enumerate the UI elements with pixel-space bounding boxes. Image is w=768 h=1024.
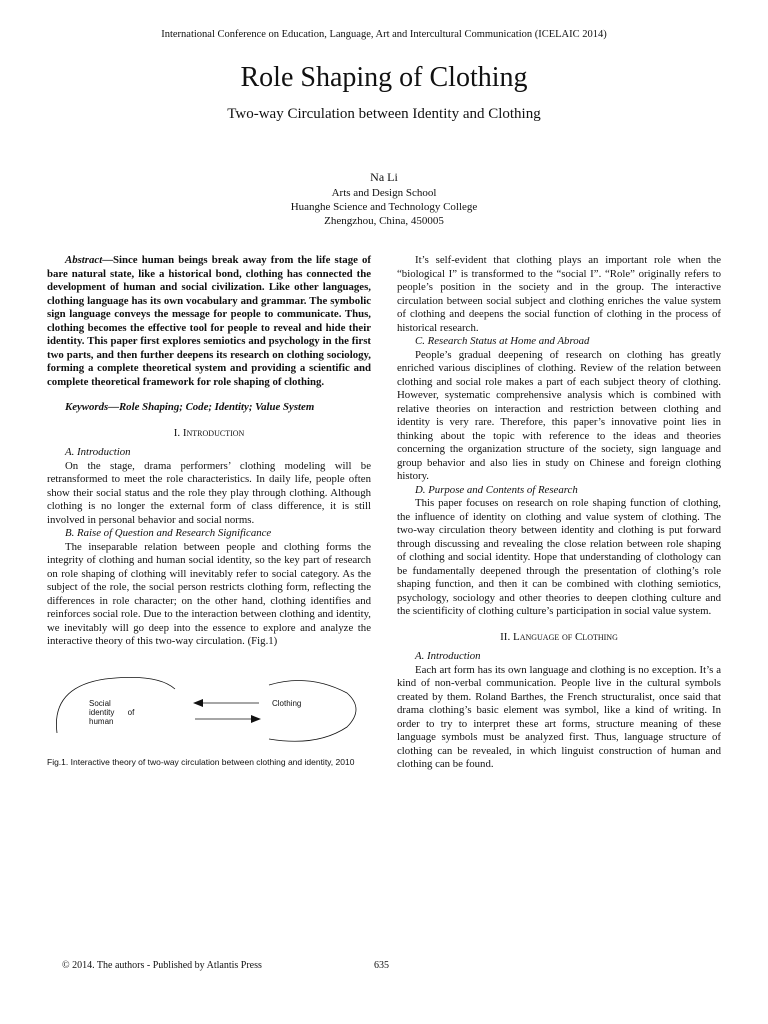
keywords: Keywords—Role Shaping; Code; Identity; Value System <box>65 401 315 413</box>
right-ellipse-arc <box>269 680 356 741</box>
figure-label-identity <box>89 699 159 726</box>
affiliation-line: Huanghe Science and Technology College <box>290 201 478 213</box>
conference-header: International Conference on Education, Language, Art and Intercultural Communication (ICELAIC 2014) <box>161 29 607 40</box>
figure-label-line: Social <box>89 698 111 708</box>
abstract-text: —Since human beings break away from the life stage of bare natural state, like a historical bond, clothing has connected the development of human and social civilization. Like other languages, clothing language has its own vocabulary and grammar. The symbolic sign language conveys the message for people to communicate. Thus, clothing becomes the effective tool for people to reveal and hide their identity. This paper first explores semiotics and psychology in the first two parts, and then further deepens its research on clothing sociology, forming a complete theoretical system and providing a scientific and complete theoretical framework for role shaping of clothing. <box>47 254 371 388</box>
paragraph: It’s self-evident that clothing plays an important role when the “biological I” is transformed to the “social I”. “Role” originally refers to people’s position in the society and in the group. The interactive circulation between social subject and clothing enriches the value system of clothing and deepens the social function of clothing in the process of historical research. <box>397 254 721 334</box>
subsection-heading: D. Purpose and Contents of Research <box>415 483 578 496</box>
affiliation-line: Arts and Design School <box>331 187 437 199</box>
section-title: Language of Clothing <box>512 630 618 643</box>
paper-title: Role Shaping of Clothing <box>240 62 528 93</box>
right-column <box>397 254 721 772</box>
paragraph: This paper focuses on research on role shaping function of clothing, the influence of identity on clothing and value system of clothing. The two-way circulation theory between identity and clothing is put forward through discussing and revealing the close relation between role shaping of clothing and social identity. Hope that understanding of clothology can be fundamentally deepened through the presentation of clothing’s role shaping function, and then it can be combined with clothing semiotics, psychology, sociology and other theories to deepen clothing culture and the scientificity of clothing culture’s participation in social value system. <box>397 497 721 617</box>
arrow-left-head <box>193 699 203 707</box>
left-column <box>47 254 371 767</box>
subsection-heading: A. Introduction <box>65 446 131 458</box>
figure-caption: Fig.1. Interactive theory of two-way circulation between clothing and identity, 2010 <box>47 756 355 767</box>
abstract <box>47 254 371 389</box>
paper-subtitle: Two-way Circulation between Identity and Clothing <box>227 106 541 122</box>
section-heading-2 <box>397 631 721 645</box>
affiliation <box>0 186 768 228</box>
paragraph: On the stage, drama performers’ clothing modeling will be retransformed to meet the role characteristics. In daily life, people often show their social status and the role they play through clothing. Although clothing is no longer the external form of class difference, it is still involved in personal behavior and social norms. <box>47 459 371 526</box>
subsection-heading: B. Raise of Question and Research Significance <box>65 527 272 539</box>
figure-label-line: identity of <box>89 707 135 717</box>
page-number: 635 <box>374 960 389 971</box>
figure-1 <box>47 659 371 757</box>
subsection-heading: C. Research Status at Home and Abroad <box>415 335 590 347</box>
footer-copyright: © 2014. The authors - Published by Atlantis Press <box>62 960 262 971</box>
paragraph: The inseparable relation between people and clothing forms the integrity of clothing and human social identity, so the key part of research on role shaping of clothing will inevitably refer to social category. As the subject of the role, the social person restricts clothing form, reflecting the differences in role character; on the other hand, clothing identifies and reinforces social role. Due to the interaction between clothing and identity, we inevitably will go deep into the essence to explore and analyze the interactive theory of this two-way circulation. (Fig.1) <box>47 540 371 647</box>
section-number: II. <box>500 630 511 643</box>
affiliation-line: Zhengzhou, China, 450005 <box>324 215 444 227</box>
section-title: Introduction <box>182 426 245 439</box>
section-number: I. <box>173 426 181 439</box>
figure-label-clothing: Clothing <box>272 698 302 708</box>
section-heading-1 <box>47 427 371 441</box>
author-name: Na Li <box>370 170 398 184</box>
figure-label-line: human <box>89 716 114 726</box>
paragraph: Each art form has its own language and clothing is no exception. It’s a kind of non-verbal communication. People live in the cultural symbols created by them. Roland Barthes, the French structuralist, once said that drama clothing’s basic element was symbol, like a kind of writing. In order to try to interpret these art forms, structure meaning of these language symbols must be analyzed first. Thus, language structure of clothing can be revealed, in which linguist construction of human and clothing can be found. <box>397 663 721 770</box>
abstract-lead: Abstract <box>65 254 103 266</box>
subsection-heading: A. Introduction <box>415 650 481 662</box>
paragraph: People’s gradual deepening of research on clothing has greatly enriched various disciplines of clothing. Review of the relation between clothing and social role makes a part of each subject theory of clothing. However, systematic comprehensive analysis which is combined with relative theories on interaction and restriction between clothing and identity is very rare. Therefore, this paper’s innovative point lies in thinking about the topic with reference to the ideas and theories concerning the organization structure of the society, sign language and group behavior and also lies in study on Chinese and foreign clothing history. <box>397 348 721 482</box>
arrow-right-head <box>251 715 261 723</box>
